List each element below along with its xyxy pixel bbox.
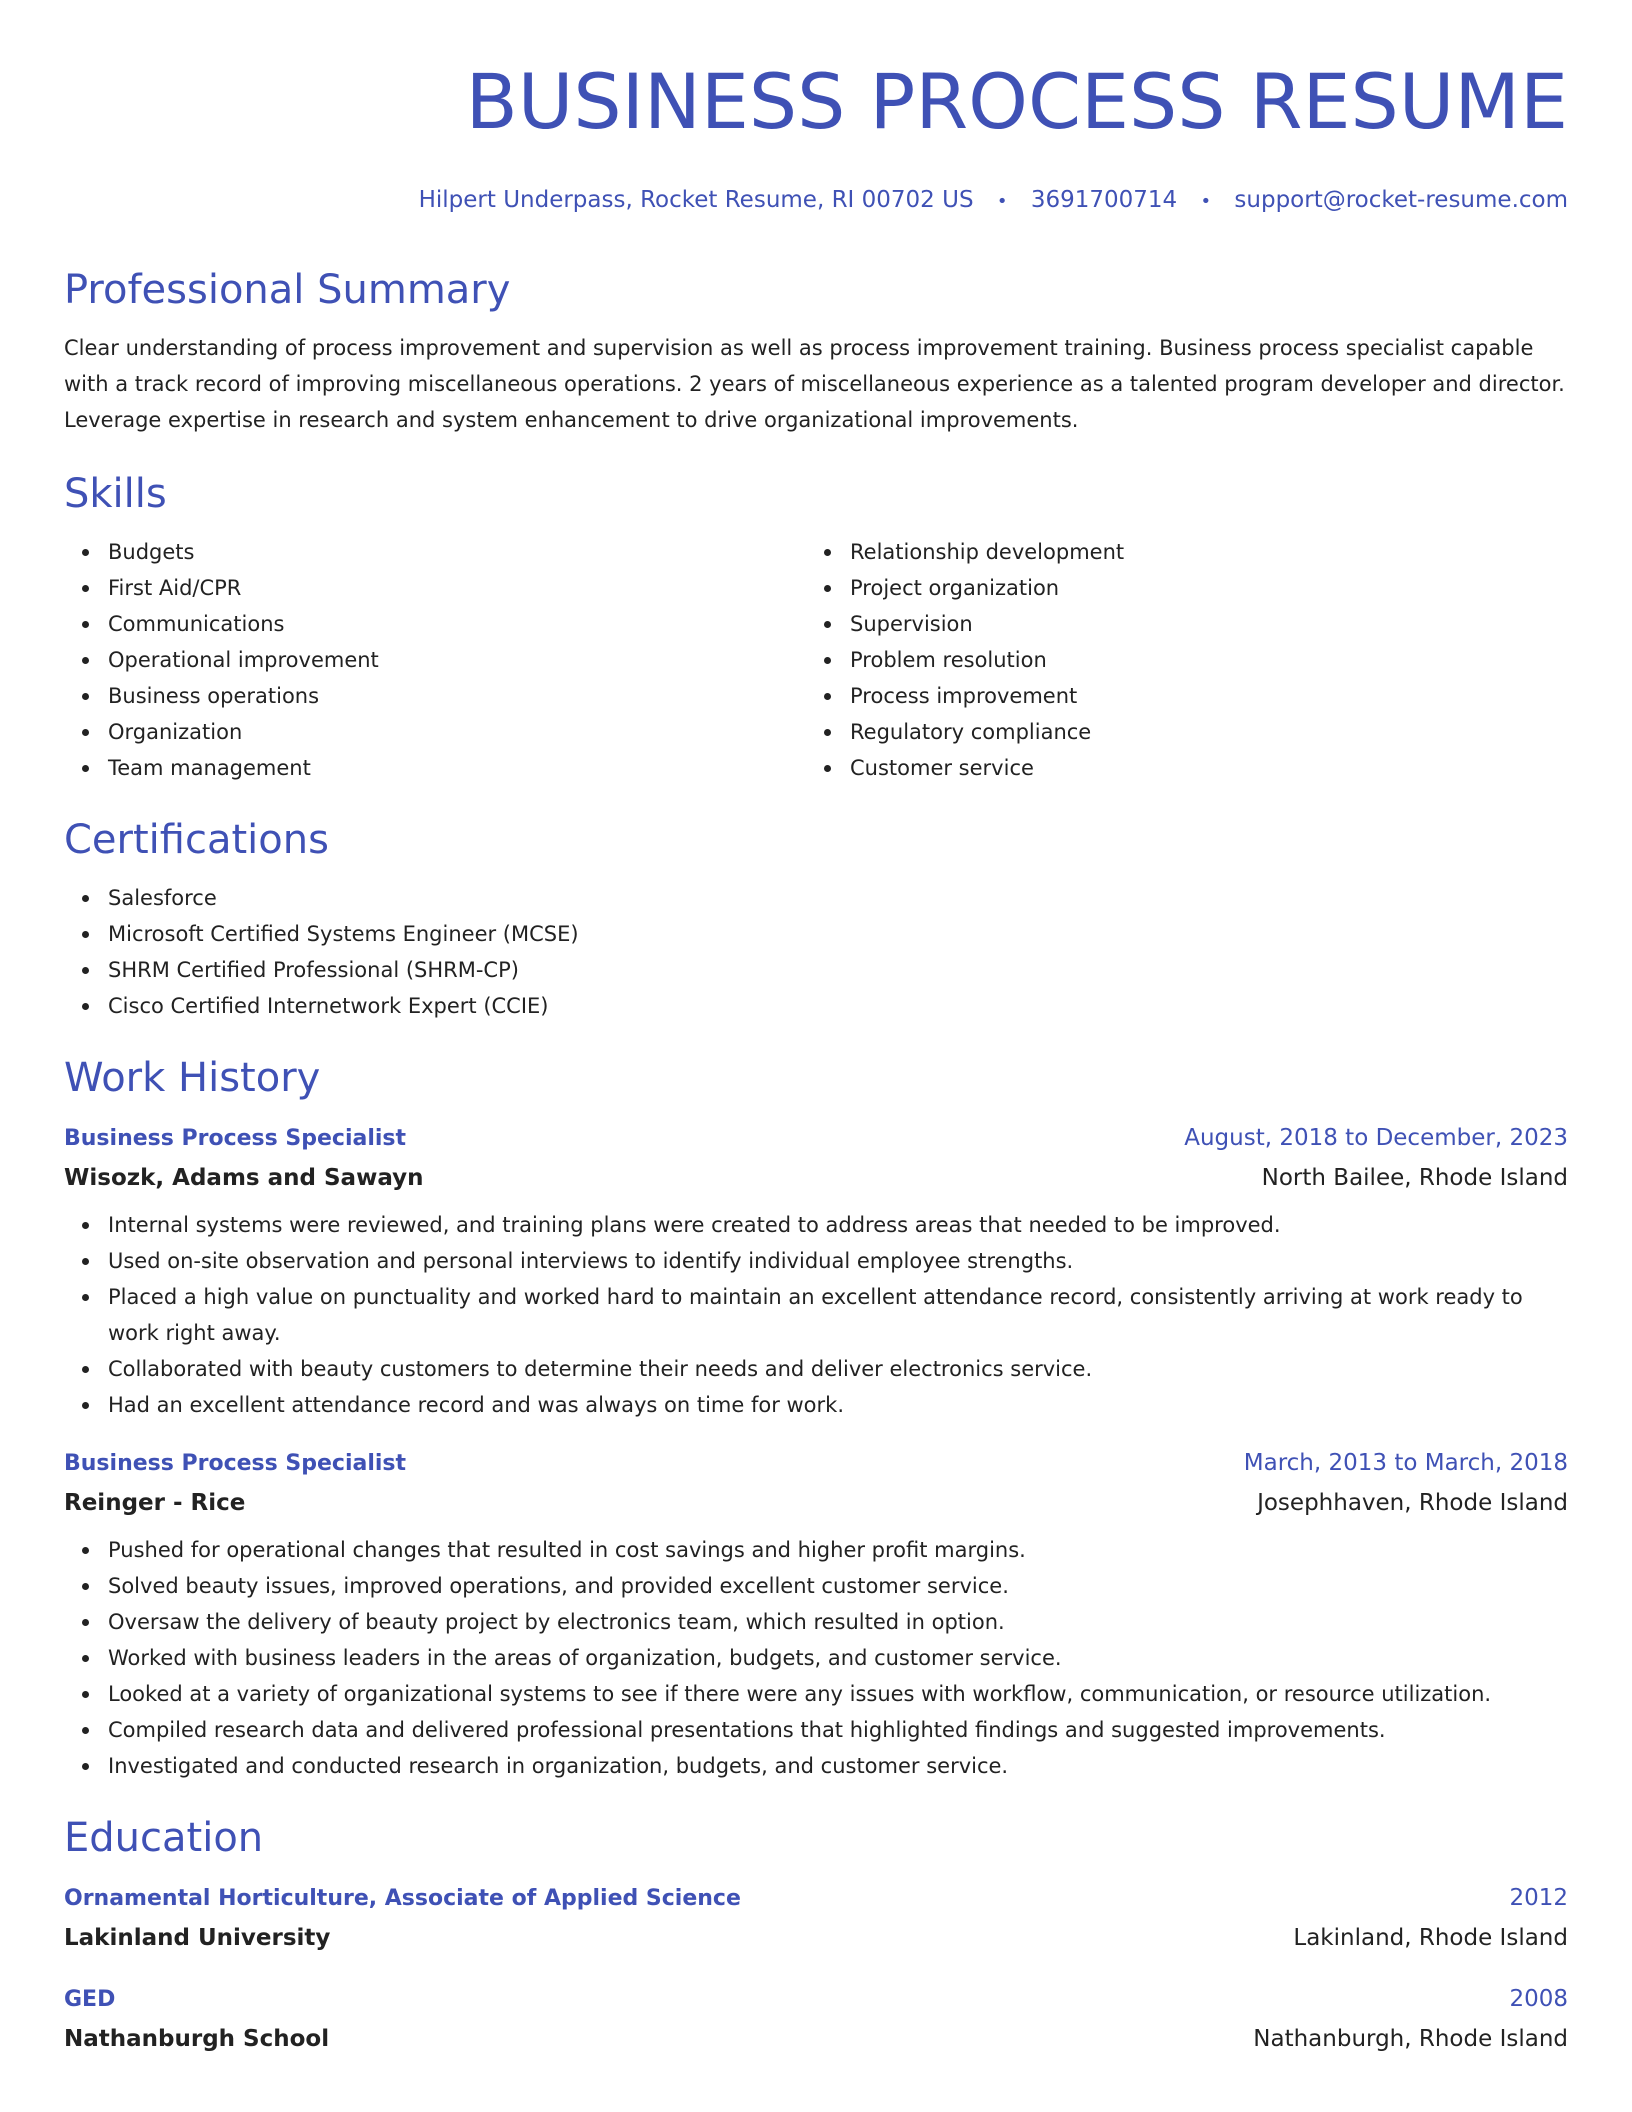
skill-item: Communications [64,606,806,642]
certification-item: Salesforce [64,880,1568,916]
job-header-row [64,1445,1568,1482]
contact-email: support@rocket-resume.com [1234,187,1568,213]
certification-item: SHRM Certified Professional (SHRM-CP) [64,952,1568,988]
education-school: Nathanburgh School [64,2026,330,2052]
education-entry [64,1981,1568,2060]
certifications-heading: Certifications [64,817,329,863]
job-bullet: Investigated and conducted research in organization, budgets, and customer service. [64,1748,1568,1784]
education-header-row [64,1880,1568,1917]
education-school-row [64,2018,1568,2060]
education-heading: Education [64,1815,264,1861]
job-employer-row [64,1157,1568,1199]
skill-item: Supervision [806,606,1548,642]
job-dates: March, 2013 to March, 2018 [1243,1450,1568,1476]
job-title: Business Process Specialist [64,1126,407,1151]
summary-text: Clear understanding of process improvement and supervision as well as process improvement training. Business process specialist capable with a track record of improving miscellaneous operations. 2 years of miscellaneous experience as a talented program developer and director. Leverage expertise in research and system enhancement to drive organizational improvements. [64,336,1565,432]
job-bullet: Used on-site observation and personal interviews to identify individual employee strengths. [64,1243,1568,1279]
job-bullet: Had an excellent attendance record and was always on time for work. [64,1387,1568,1423]
job-bullets [64,1532,1568,1784]
job-bullet: Looked at a variety of organizational systems to see if there were any issues with workflow, communication, or resource utilization. [64,1676,1568,1712]
job-bullet: Worked with business leaders in the areas of organization, budgets, and customer service. [64,1640,1568,1676]
summary-heading: Professional Summary [64,267,511,313]
contact-line [64,184,1568,218]
skill-item: Process improvement [806,678,1548,714]
skill-item: Project organization [806,570,1548,606]
resume-title: BUSINESS PROCESS RESUME [465,57,1568,146]
skill-item: Team management [64,750,806,786]
contact-phone: 3691700714 [1030,187,1178,213]
skill-item: Business operations [64,678,806,714]
skill-item: Budgets [64,534,806,570]
skill-item: Operational improvement [64,642,806,678]
skill-item: Problem resolution [806,642,1548,678]
education-degree: GED [64,1987,116,2012]
skill-item: Regulatory compliance [806,714,1548,750]
job-bullet: Placed a high value on punctuality and worked hard to maintain an excellent attendance record, consistently arriving at work ready to work right away. [64,1279,1568,1351]
skill-item: Customer service [806,750,1548,786]
education-entry [64,1880,1568,1959]
education-location: Nathanburgh, Rhode Island [1253,2026,1568,2052]
skill-item: Organization [64,714,806,750]
job-entry [64,1445,1568,1784]
job-bullets [64,1207,1568,1423]
job-location: North Bailee, Rhode Island [1261,1165,1568,1191]
job-header-row [64,1120,1568,1157]
job-title: Business Process Specialist [64,1451,407,1476]
job-location: Josephhaven, Rhode Island [1257,1490,1568,1516]
skills-grid [64,534,1568,786]
certification-item: Cisco Certified Internetwork Expert (CCIE) [64,988,1568,1024]
skill-item: First Aid/CPR [64,570,806,606]
job-employer-row [64,1482,1568,1524]
skills-list-right [806,534,1548,786]
certification-item: Microsoft Certified Systems Engineer (MCSE) [64,916,1568,952]
education-school: Lakinland University [64,1925,331,1951]
job-bullet: Pushed for operational changes that resulted in cost savings and higher profit margins. [64,1532,1568,1568]
education-header-row [64,1981,1568,2018]
education-school-row [64,1917,1568,1959]
job-employer: Wisozk, Adams and Sawayn [64,1165,424,1191]
skills-list-left [64,534,806,786]
skills-heading: Skills [64,471,167,517]
education-location: Lakinland, Rhode Island [1293,1925,1568,1951]
education-year: 2012 [1509,1885,1568,1911]
contact-separator: • [996,191,1008,212]
job-employer: Reinger - Rice [64,1490,246,1516]
job-entry [64,1120,1568,1423]
job-bullet: Collaborated with beauty customers to determine their needs and deliver electronics service. [64,1351,1568,1387]
job-dates: August, 2018 to December, 2023 [1184,1125,1568,1151]
job-bullet: Solved beauty issues, improved operations, and provided excellent customer service. [64,1568,1568,1604]
job-bullet: Compiled research data and delivered professional presentations that highlighted findings and suggested improvements. [64,1712,1568,1748]
certifications-list [64,880,1568,1024]
contact-separator: • [1200,191,1212,212]
contact-address: Hilpert Underpass, Rocket Resume, RI 00702 US [418,187,974,213]
education-degree: Ornamental Horticulture, Associate of Applied Science [64,1886,741,1911]
job-bullet: Internal systems were reviewed, and training plans were created to address areas that needed to be improved. [64,1207,1568,1243]
work-history-heading: Work History [64,1055,321,1101]
job-bullet: Oversaw the delivery of beauty project by electronics team, which resulted in option. [64,1604,1568,1640]
skill-item: Relationship development [806,534,1548,570]
education-year: 2008 [1509,1986,1568,2012]
